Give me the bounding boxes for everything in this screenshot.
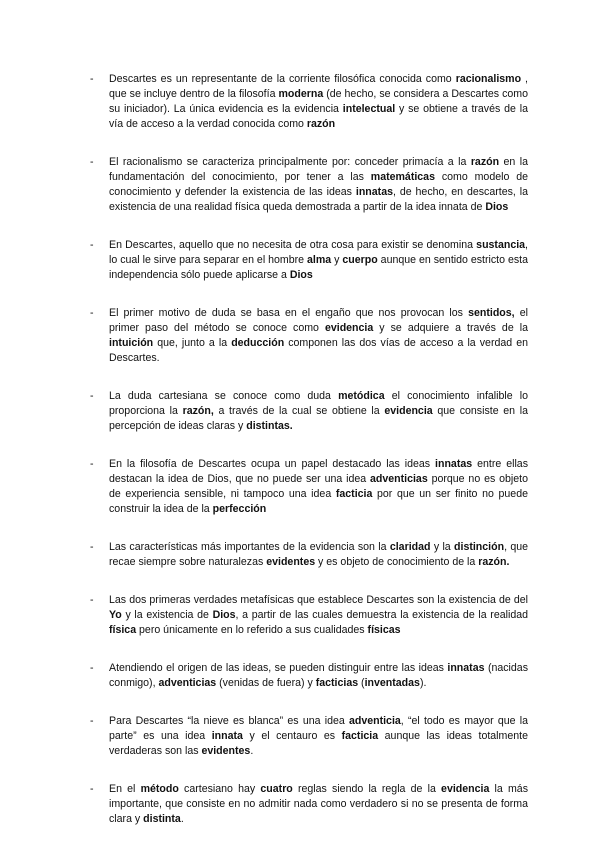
- item-text: [109, 458, 528, 515]
- text-segment: el conocimiento infalible lo proporciona la: [109, 390, 529, 417]
- bold-term: deducción: [231, 337, 285, 349]
- list-item: [90, 714, 528, 759]
- text-segment: (: [358, 677, 365, 689]
- bold-term: alma: [307, 254, 332, 266]
- bold-term: claridad: [389, 541, 431, 553]
- bullet-dash: -: [90, 156, 94, 168]
- bold-term: matemáticas: [370, 171, 435, 183]
- bold-term: física: [109, 624, 137, 636]
- bold-term: facticia: [335, 488, 373, 500]
- item-text: [109, 594, 528, 636]
- bullet-dash: -: [90, 458, 94, 470]
- bold-term: facticias: [315, 677, 359, 689]
- text-segment: ).: [419, 677, 427, 689]
- text-segment: en la fundamentación del conocimiento, por tener a las: [109, 156, 528, 183]
- item-text: [109, 73, 528, 130]
- text-segment: y se obtiene a través de la vía de acceso a la verdad conocida como: [109, 103, 528, 130]
- text-segment: aunque las ideas totalmente verdaderas son las: [109, 730, 528, 757]
- item-text: [109, 390, 528, 432]
- text-segment: y la existencia de: [121, 609, 213, 621]
- list-item: [90, 155, 528, 215]
- text-segment: pero únicamente en lo referido a sus cualidades: [136, 624, 368, 636]
- text-segment: el primer paso del método se conoce como: [109, 307, 528, 334]
- bold-term: razón: [470, 156, 500, 168]
- text-segment: , de hecho, en descartes, la existencia de una realidad física queda demostrada a partir de la idea innata de: [109, 186, 529, 213]
- list-item: [90, 782, 528, 827]
- list-item: [90, 593, 528, 638]
- bold-term: método: [140, 783, 179, 795]
- bold-term: racionalismo: [455, 73, 522, 85]
- bold-term: intelectual: [342, 103, 396, 115]
- bold-term: innatas: [447, 662, 485, 674]
- bold-term: Yo: [109, 609, 122, 621]
- text-segment: Atendiendo el origen de las ideas, se pueden distinguir entre las ideas: [109, 662, 448, 674]
- text-segment: En la filosofía de Descartes ocupa un papel destacado las ideas: [109, 458, 436, 470]
- bold-term: intuición: [109, 337, 154, 349]
- bold-term: inventadas: [364, 677, 420, 689]
- text-segment: la más importante, que consiste en no admitir nada como verdadero si no se presenta de forma clara y: [109, 783, 528, 825]
- bold-term: evidentes: [201, 745, 251, 757]
- bold-term: sentidos,: [468, 307, 515, 319]
- bullet-dash: -: [90, 715, 94, 727]
- bold-term: distintas.: [246, 420, 293, 432]
- bold-term: distinta: [143, 813, 181, 825]
- text-segment: entre ellas destacan la idea de Dios, que no puede ser una idea: [109, 458, 528, 485]
- text-segment: , que recae siempre sobre naturalezas: [109, 541, 529, 568]
- text-segment: Descartes es un representante de la corriente filosófica conocida como: [109, 73, 456, 85]
- text-segment: a través de la cual se obtiene la: [213, 405, 385, 417]
- bullet-dash: -: [90, 390, 94, 402]
- bold-term: innatas: [355, 186, 393, 198]
- bullet-dash: -: [90, 73, 94, 85]
- bold-term: adventicias: [158, 677, 217, 689]
- text-segment: La duda cartesiana se conoce como duda: [109, 390, 339, 402]
- text-segment: como modelo de conocimiento y defender la existencia de las ideas: [109, 171, 528, 198]
- text-segment: En Descartes, aquello que no necesita de otra cosa para existir se denomina: [109, 239, 477, 251]
- bold-term: evidentes: [266, 556, 316, 568]
- bullet-dash: -: [90, 541, 94, 553]
- bullet-dash: -: [90, 307, 94, 319]
- text-segment: que consiste en la percepción de ideas claras y: [109, 405, 528, 432]
- text-segment: El primer motivo de duda se basa en el engaño que nos provocan los: [109, 307, 469, 319]
- list-item: [90, 72, 528, 132]
- text-segment: , lo cual le sirve para separar en el hombre: [109, 239, 528, 266]
- item-text: [109, 156, 528, 213]
- text-segment: y: [331, 254, 343, 266]
- text-segment: reglas siendo la regla de la: [292, 783, 442, 795]
- text-segment: , “el todo es mayor que la parte” es una idea: [109, 715, 528, 742]
- item-text: [109, 541, 528, 568]
- bold-term: moderna: [278, 88, 324, 100]
- bold-term: innatas: [435, 458, 473, 470]
- text-segment: (venidas de fuera) y: [216, 677, 316, 689]
- text-segment: (nacidas conmigo),: [109, 662, 528, 689]
- text-segment: .: [180, 813, 184, 825]
- bold-term: facticia: [341, 730, 379, 742]
- list-item: [90, 306, 528, 366]
- text-segment: .: [250, 745, 254, 757]
- text-segment: , a partir de las cuales demuestra la existencia de la realidad: [235, 609, 528, 621]
- text-segment: porque no es objeto de experiencia sensible, ni tampoco una idea: [109, 473, 528, 500]
- item-text: [109, 715, 528, 757]
- text-segment: y es objeto de conocimiento de la: [315, 556, 479, 568]
- text-segment: componen las dos vías de acceso a la verdad en Descartes.: [109, 337, 528, 364]
- bold-term: Dios: [485, 201, 509, 213]
- text-segment: El racionalismo se caracteriza principalmente por: conceder primacía a la: [109, 156, 471, 168]
- text-segment: Las características más importantes de la evidencia son la: [109, 541, 390, 553]
- text-segment: y el centauro es: [242, 730, 342, 742]
- text-segment: En el: [109, 783, 141, 795]
- list-item: [90, 238, 528, 283]
- text-segment: cartesiano hay: [178, 783, 261, 795]
- bold-term: evidencia: [441, 783, 490, 795]
- bullet-dash: -: [90, 594, 94, 606]
- bold-term: metódica: [338, 390, 385, 402]
- bold-term: innata: [211, 730, 243, 742]
- text-segment: que, junto a la: [153, 337, 232, 349]
- bold-term: perfección: [212, 503, 267, 515]
- bold-term: razón.: [478, 556, 510, 568]
- bold-term: cuerpo: [342, 254, 378, 266]
- text-segment: (de hecho, se considera a Descartes como su iniciador). La única evidencia es la evidencia: [109, 88, 528, 115]
- bold-term: adventicia: [348, 715, 401, 727]
- list-item: [90, 457, 528, 517]
- text-segment: aunque en sentido estricto esta independencia sólo puede aplicarse a: [109, 254, 528, 281]
- bold-term: razón,: [182, 405, 214, 417]
- text-segment: , que se incluye dentro de la filosofía: [109, 73, 528, 100]
- item-text: [109, 662, 528, 689]
- bold-term: cuatro: [260, 783, 293, 795]
- item-text: [109, 783, 528, 825]
- item-text: [109, 239, 528, 281]
- bullet-dash: -: [90, 783, 94, 795]
- bullet-list: [90, 72, 528, 850]
- list-item: [90, 389, 528, 434]
- text-segment: Las dos primeras verdades metafísicas que establece Descartes son la existencia de del: [109, 594, 528, 606]
- text-segment: y la: [430, 541, 455, 553]
- item-text: [109, 307, 528, 364]
- bold-term: sustancia: [476, 239, 526, 251]
- list-item: [90, 661, 528, 691]
- bold-term: distinción: [454, 541, 505, 553]
- text-segment: Para Descartes “la nieve es blanca” es una idea: [109, 715, 349, 727]
- bold-term: adventicias: [370, 473, 428, 485]
- bold-term: razón: [306, 118, 336, 130]
- bold-term: Dios: [289, 269, 313, 281]
- bullet-dash: -: [90, 239, 94, 251]
- list-item: [90, 540, 528, 570]
- text-segment: por que un ser finito no puede construir la idea de la: [109, 488, 528, 515]
- bullet-dash: -: [90, 662, 94, 674]
- bold-term: evidencia: [324, 322, 374, 334]
- bold-term: Dios: [212, 609, 236, 621]
- bold-term: físicas: [367, 624, 401, 636]
- bold-term: evidencia: [384, 405, 433, 417]
- text-segment: y se adquiere a través de la: [373, 322, 528, 334]
